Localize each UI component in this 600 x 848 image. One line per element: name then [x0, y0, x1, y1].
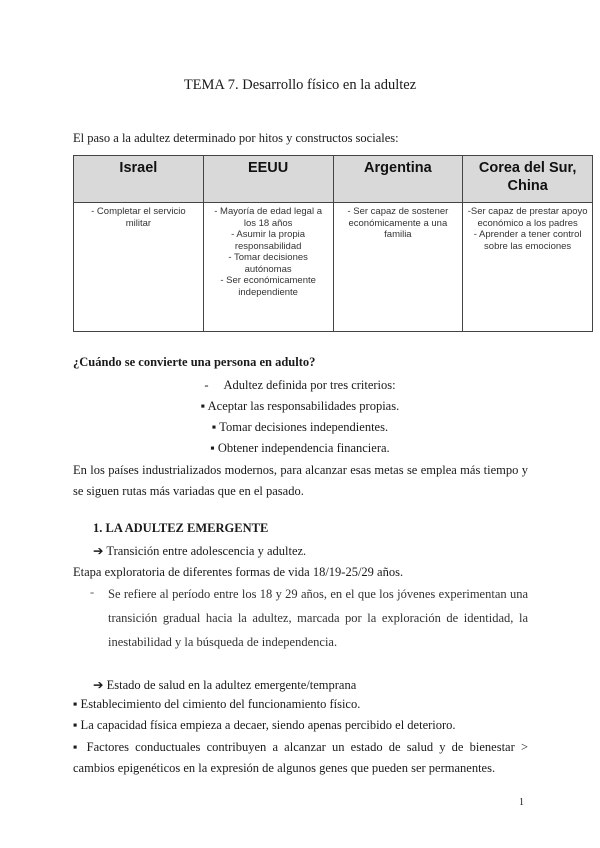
cell-text: - Aprender a tener control sobre las emociones [473, 229, 582, 252]
criteria-intro: - Adultez definida por tres criterios: [204, 378, 396, 392]
dash-marker: - [90, 585, 95, 599]
header-corea-china: Corea del Sur, China [463, 156, 593, 203]
intro-text: El paso a la adultez determinado por hitos y constructos sociales: [73, 131, 399, 145]
cell-text: - Tomar decisiones autónomas [228, 252, 308, 275]
criteria-item: ▪ Aceptar las responsabilidades propias. [200, 399, 400, 413]
paragraph: En los países industrializados modernos, para alcanzar esas metas se emplea más tiempo y se siguen rutas más variadas que en el pasado. [73, 463, 528, 498]
countries-table [73, 155, 593, 332]
page-number: 1 [519, 797, 524, 808]
arrow-item: ➔ Transición entre adolescencia y adultez. [93, 544, 307, 558]
cell-text: - Ser capaz de sostener económicamente a una familia [347, 206, 449, 240]
cell-text: - Mayoría de edad legal a los 18 años [214, 206, 322, 229]
criteria-item: ▪ Obtener independencia financiera. [210, 441, 390, 455]
cell-argentina [333, 203, 463, 332]
cell-text: -Ser capaz de prestar apoyo económico a los padres [467, 206, 588, 229]
header-eeuu: EEUU [203, 156, 333, 203]
question-heading: ¿Cuándo se convierte una persona en adulto? [73, 355, 316, 369]
bullet-item: ▪ La capacidad física empieza a decaer, siendo apenas percibido el deterioro. [73, 718, 456, 732]
cell-eeuu [203, 203, 333, 332]
body-line: Etapa exploratoria de diferentes formas de vida 18/19-25/29 años. [73, 565, 404, 579]
header-israel: Israel [74, 156, 204, 203]
header-argentina: Argentina [333, 156, 463, 203]
criteria-item: ▪ Tomar decisiones independientes. [211, 420, 389, 434]
cell-corea-china [463, 203, 593, 332]
cell-text: - Ser económicamente independiente [220, 275, 316, 298]
definition-paragraph: Se refiere al período entre los 18 y 29 años, en el que los jóvenes experimentan una transición gradual hacia la adultez, marcada por la exploración de identidad, la inestabilidad y la búsqueda de independencia. [108, 587, 528, 649]
cell-text: - Asumir la propia responsabilidad [231, 229, 306, 252]
arrow-item: ➔ Estado de salud en la adultez emergente/temprana [93, 678, 357, 692]
bullet-item: ▪ Establecimiento del cimiento del funcionamiento físico. [73, 697, 361, 711]
cell-text: - Completar el servicio militar [91, 206, 186, 229]
page-title: TEMA 7. Desarrollo físico en la adultez [183, 77, 417, 93]
table-row [74, 203, 593, 332]
table-header-row [74, 156, 593, 203]
section-heading: 1. LA ADULTEZ EMERGENTE [93, 521, 269, 535]
cell-israel [74, 203, 204, 332]
bullet-item: ▪ Factores conductuales contribuyen a alcanzar un estado de salud y de bienestar > cambios epigenéticos en la expresión de algunos genes que pueden ser permanentes. [73, 740, 528, 775]
